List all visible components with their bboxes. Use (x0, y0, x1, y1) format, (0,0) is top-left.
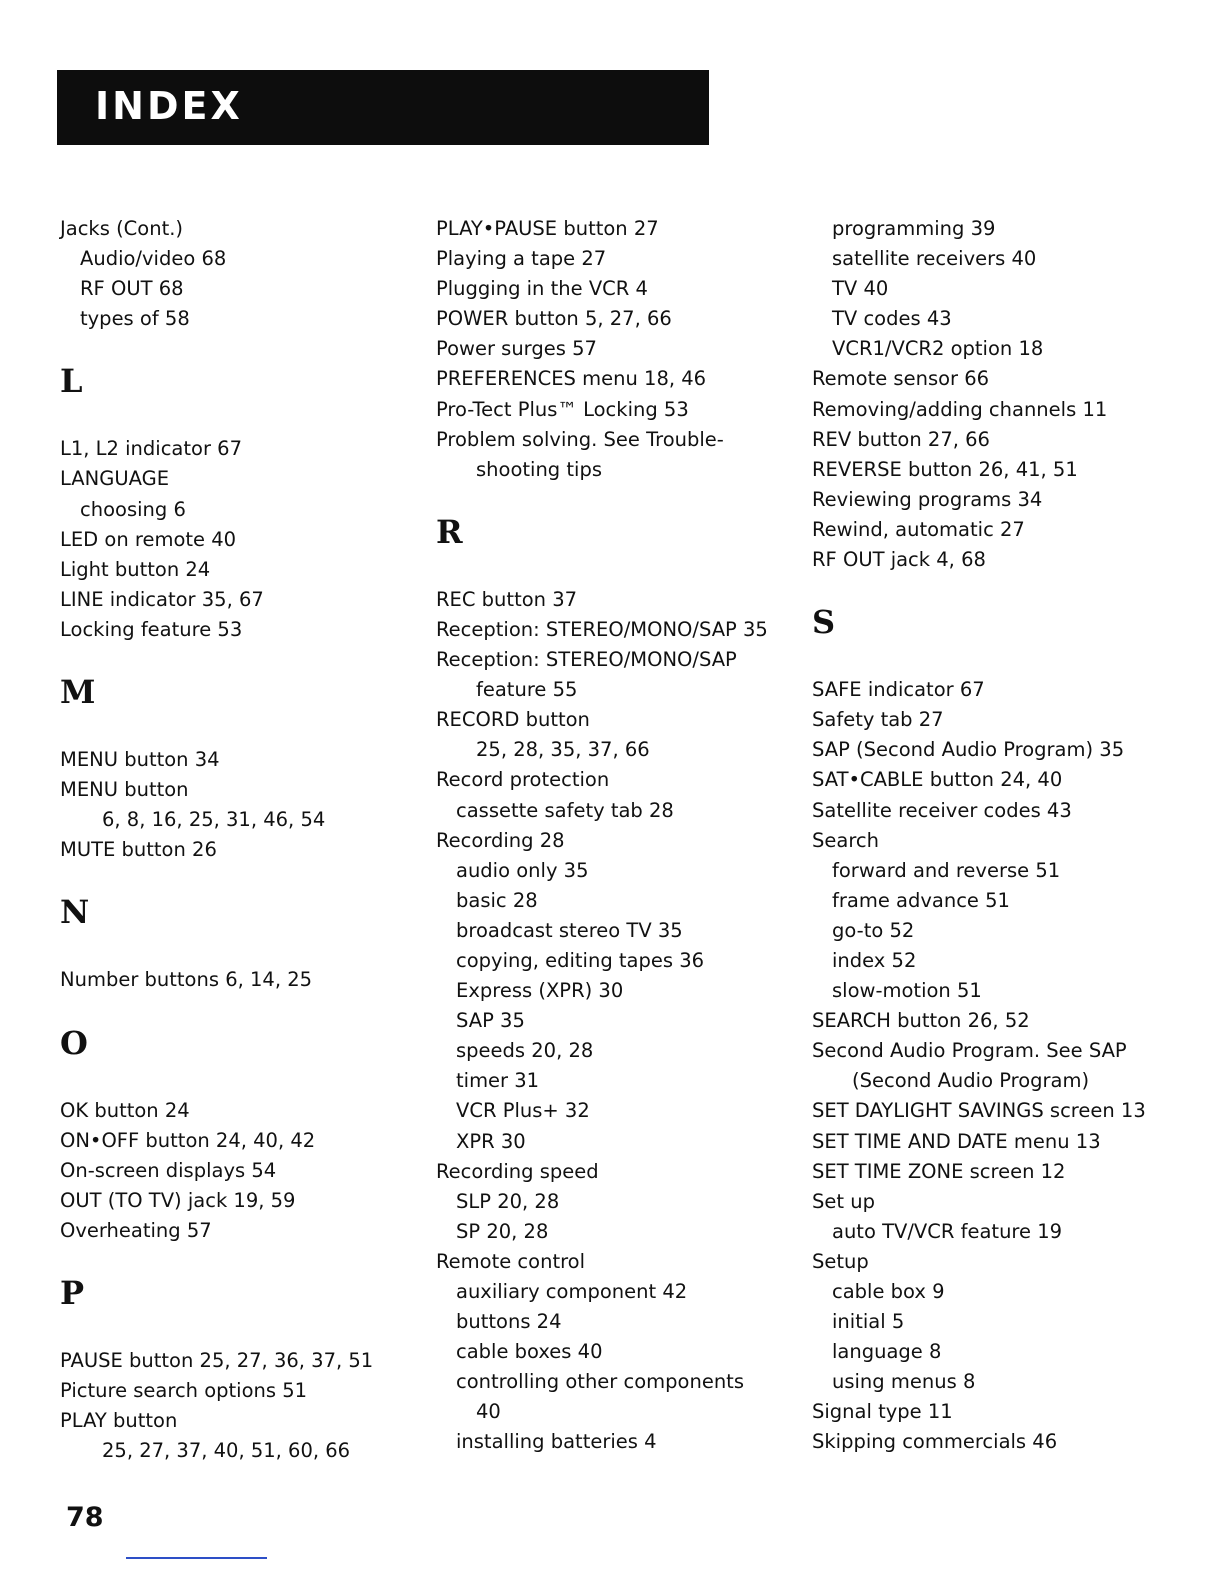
index-column-3 (812, 214, 1172, 1458)
index-subentry: (Second Audio Program) (852, 1069, 1090, 1093)
index-header-banner (57, 70, 709, 145)
index-subentry: controlling other components (456, 1370, 744, 1394)
index-subentry: forward and reverse 51 (832, 858, 1061, 882)
index-entry: Reviewing programs 34 (812, 487, 1043, 511)
index-entry: REV button 27, 66 (812, 427, 990, 451)
index-subentry: SP 20, 28 (456, 1219, 549, 1243)
index-entry: Remote sensor 66 (812, 367, 990, 391)
index-entry: Safety tab 27 (812, 708, 944, 732)
section-letter-heading: M (60, 673, 96, 712)
index-subentry: SLP 20, 28 (456, 1189, 560, 1213)
index-entry: PLAY button (60, 1409, 178, 1433)
page-number: 78 (66, 1502, 104, 1533)
index-entry: Power surges 57 (436, 337, 597, 361)
index-subentry: cable box 9 (832, 1280, 945, 1303)
index-entry: Reception: STEREO/MONO/SAP 35 (436, 617, 768, 641)
index-entry: SET TIME ZONE screen 12 (812, 1159, 1066, 1183)
section-letter-block (60, 645, 420, 745)
index-entry: Locking feature 53 (60, 617, 243, 641)
index-entry: SAFE indicator 67 (812, 678, 985, 702)
section-letter-heading: L (60, 362, 83, 401)
section-letter-block (812, 575, 1172, 675)
index-entry: OK button 24 (60, 1098, 190, 1122)
index-entry: Plugging in the VCR 4 (436, 277, 648, 301)
index-subentry: satellite receivers 40 (832, 247, 1037, 271)
index-entry: Record protection (436, 768, 610, 792)
index-entry: PREFERENCES menu 18, 46 (436, 367, 707, 391)
index-subentry: auto TV/VCR feature 19 (832, 1219, 1063, 1243)
index-subentry: 25, 27, 37, 40, 51, 60, 66 (102, 1439, 351, 1463)
index-entry: Picture search options 51 (60, 1379, 308, 1403)
index-entry: PLAY•PAUSE button 27 (436, 217, 659, 240)
index-subentry: auxiliary component 42 (456, 1280, 688, 1303)
index-entry: SAP (Second Audio Program) 35 (812, 738, 1125, 762)
index-entry: Reception: STEREO/MONO/SAP (436, 648, 737, 672)
footer-rule (126, 1557, 267, 1559)
section-letter-heading: O (60, 1023, 88, 1062)
index-entry: LANGUAGE (60, 467, 170, 491)
index-entry: Jacks (Cont.) (60, 217, 184, 240)
index-entry: Recording 28 (436, 828, 565, 852)
index-subentry: shooting tips (476, 457, 602, 481)
index-column-2 (436, 214, 796, 1458)
index-entry: Setup (812, 1249, 869, 1273)
index-subentry: SAP 35 (456, 1009, 525, 1033)
index-subentry: 25, 28, 35, 37, 66 (476, 738, 650, 762)
index-subentry: cassette safety tab 28 (456, 798, 674, 822)
index-subentry: XPR 30 (456, 1129, 526, 1153)
index-entry: ON•OFF button 24, 40, 42 (60, 1128, 316, 1152)
index-entry: Overheating 57 (60, 1218, 212, 1242)
section-letter-block (60, 1246, 420, 1346)
index-entry: RECORD button (436, 708, 590, 732)
index-subentry: go-to 52 (832, 918, 915, 942)
index-entry: Set up (812, 1189, 875, 1213)
section-letter-heading: P (60, 1273, 85, 1312)
index-entry: Problem solving. See Trouble- (436, 427, 724, 451)
index-entry: Removing/adding channels 11 (812, 397, 1108, 421)
index-subentry: Express (XPR) 30 (456, 979, 624, 1003)
index-entry: SET DAYLIGHT SAVINGS screen 13 (812, 1099, 1146, 1123)
index-entry: SET TIME AND DATE menu 13 (812, 1129, 1101, 1153)
index-entry: SAT•CABLE button 24, 40 (812, 768, 1063, 792)
index-subentry: 6, 8, 16, 25, 31, 46, 54 (102, 808, 326, 832)
index-entry: LED on remote 40 (60, 527, 237, 551)
index-entry: Rewind, automatic 27 (812, 517, 1025, 541)
index-subentry: VCR Plus+ 32 (456, 1099, 590, 1123)
index-subentry: TV 40 (832, 277, 889, 301)
index-entry: Remote control (436, 1249, 586, 1273)
index-entry: RF OUT jack 4, 68 (812, 548, 986, 572)
index-entry: SEARCH button 26, 52 (812, 1009, 1030, 1033)
index-subentry: broadcast stereo TV 35 (456, 918, 683, 942)
index-subentry: cable boxes 40 (456, 1340, 603, 1364)
index-subentry: choosing 6 (80, 497, 186, 521)
index-subentry: TV codes 43 (832, 307, 952, 331)
index-subentry: initial 5 (832, 1310, 905, 1334)
index-subentry: basic 28 (456, 888, 538, 912)
section-letter-block (436, 485, 796, 585)
index-entry: Search (812, 828, 879, 852)
index-subentry: types of 58 (80, 307, 190, 331)
index-entry: Number buttons 6, 14, 25 (60, 968, 313, 992)
index-subentry: copying, editing tapes 36 (456, 948, 705, 972)
index-subentry: frame advance 51 (832, 888, 1010, 912)
index-entry: Satellite receiver codes 43 (812, 798, 1072, 822)
section-letter-heading: R (436, 512, 463, 551)
index-subentry: feature 55 (476, 678, 578, 702)
index-entry: L1, L2 indicator 67 (60, 437, 242, 461)
index-subentry: Audio/video 68 (80, 247, 227, 271)
index-entry: Second Audio Program. See SAP (812, 1039, 1127, 1063)
index-entry: On-screen displays 54 (60, 1158, 277, 1182)
page-title: INDEX (95, 84, 243, 128)
index-subentry: language 8 (832, 1340, 942, 1364)
section-letter-heading: S (812, 603, 836, 642)
index-subentry: buttons 24 (456, 1310, 562, 1334)
index-subentry: programming 39 (832, 217, 996, 240)
index-subentry: RF OUT 68 (80, 277, 184, 301)
section-letter-heading: N (60, 893, 90, 932)
section-letter-block (60, 996, 420, 1096)
index-entry: REC button 37 (436, 587, 578, 611)
index-subentry: slow-motion 51 (832, 979, 982, 1003)
index-subentry: VCR1/VCR2 option 18 (832, 337, 1044, 361)
index-subentry: index 52 (832, 948, 917, 972)
index-entry: Recording speed (436, 1159, 599, 1183)
index-entry: POWER button 5, 27, 66 (436, 307, 672, 331)
index-subentry: speeds 20, 28 (456, 1039, 594, 1063)
index-entry: Playing a tape 27 (436, 247, 607, 271)
index-subentry: audio only 35 (456, 858, 589, 882)
index-entry: LINE indicator 35, 67 (60, 587, 264, 611)
index-entry: Pro-Tect Plus™ Locking 53 (436, 397, 689, 421)
section-letter-block (60, 865, 420, 965)
index-subentry: 40 (476, 1400, 501, 1424)
index-subentry: using menus 8 (832, 1370, 976, 1394)
index-entry: REVERSE button 26, 41, 51 (812, 457, 1078, 481)
index-entry: OUT (TO TV) jack 19, 59 (60, 1188, 296, 1212)
index-entry: MENU button (60, 778, 189, 802)
index-subentry: timer 31 (456, 1069, 540, 1093)
index-entry: MUTE button 26 (60, 838, 217, 862)
index-entry: MENU button 34 (60, 748, 220, 772)
index-entry: PAUSE button 25, 27, 36, 37, 51 (60, 1348, 374, 1372)
index-entry: Signal type 11 (812, 1400, 953, 1424)
index-column-1 (60, 214, 420, 1466)
index-entry: Light button 24 (60, 557, 211, 581)
section-letter-block (60, 334, 420, 434)
index-entry: Skipping commercials 46 (812, 1430, 1058, 1454)
index-subentry: installing batteries 4 (456, 1430, 657, 1454)
